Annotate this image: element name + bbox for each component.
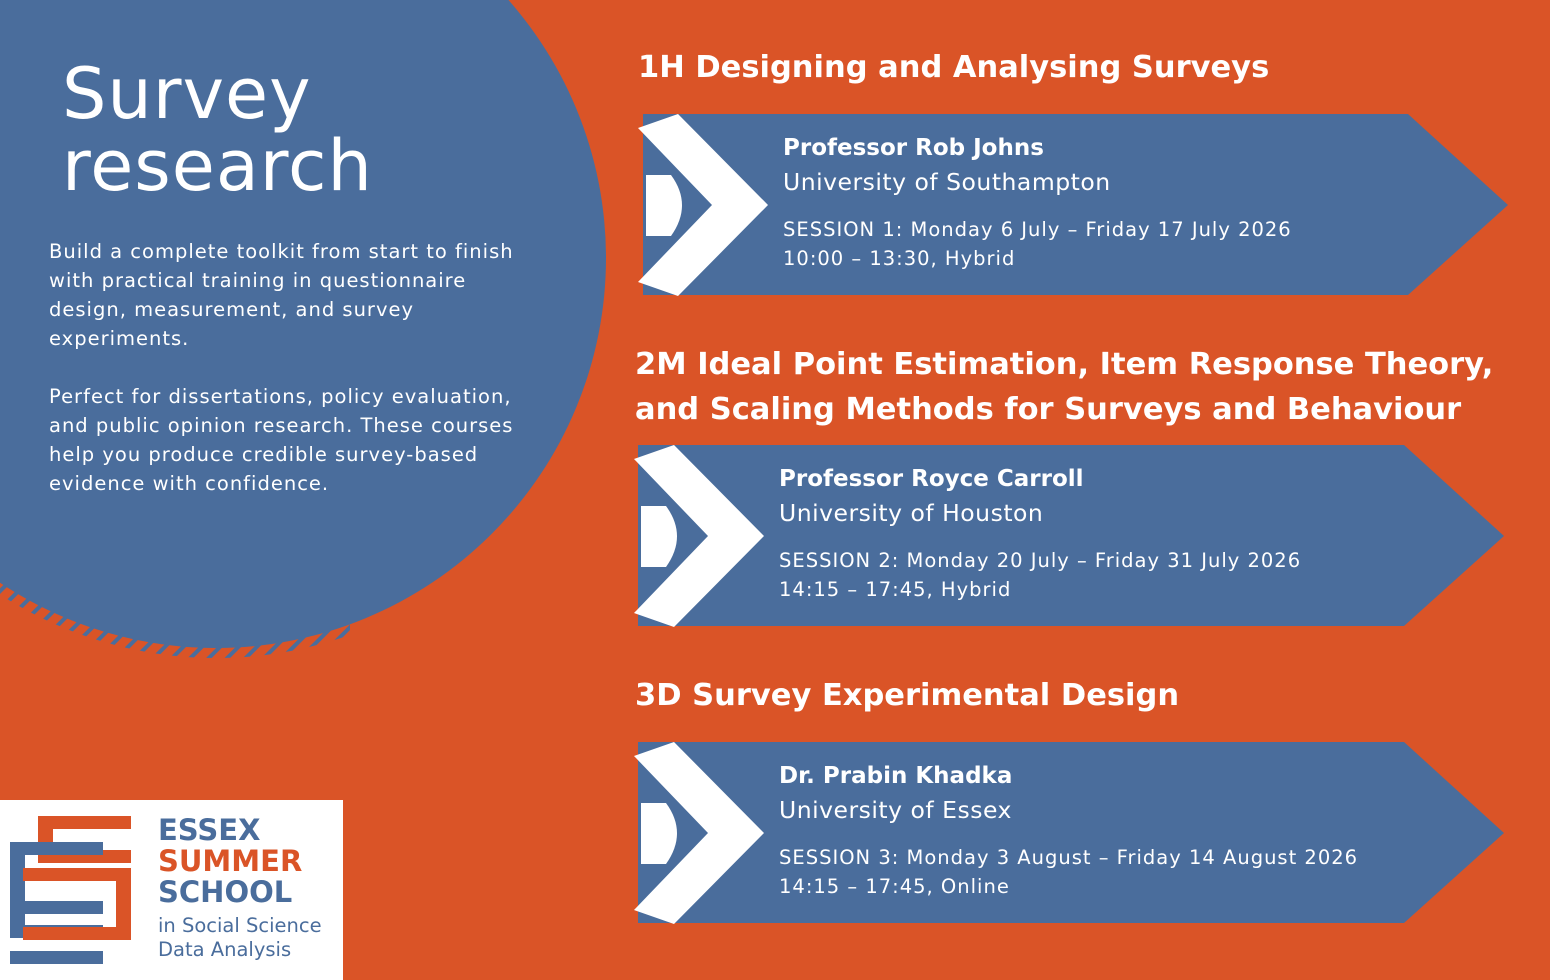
intro-paragraph-2: Perfect for dissertations, policy evaluation, and public opinion research. These courses help you produce credible survey-based evidence with confidence.: [49, 385, 514, 495]
intro-paragraph-1: Build a complete toolkit from start to finish with practical training in questionnaire design, measurement, and survey experiments.: [49, 240, 514, 350]
course-details-2: [779, 463, 1301, 604]
hero-title: [62, 53, 373, 207]
course-details-3: [779, 760, 1358, 901]
session-dates: SESSION 2: Monday 20 July – Friday 31 July 2026: [779, 549, 1302, 572]
session-timing: 14:15 – 17:45, Online: [779, 875, 1010, 898]
instructor-name: Professor Royce Carroll: [779, 466, 1084, 492]
session-dates: SESSION 3: Monday 3 August – Friday 14 August 2026: [779, 846, 1359, 869]
session-timing: 10:00 – 13:30, Hybrid: [783, 247, 1016, 270]
instructor-affiliation: University of Houston: [779, 499, 1044, 527]
course-heading-line: 3D Survey Experimental Design: [635, 678, 1180, 713]
instructor-name: Dr. Prabin Khadka: [779, 763, 1013, 789]
logo-text-subtitle-1: in Social Science: [158, 914, 322, 937]
course-heading-2: [635, 342, 1493, 432]
logo-text-school: SCHOOL: [158, 875, 293, 909]
hero-title-line-2: research: [62, 125, 373, 207]
course-heading-1: [638, 45, 1269, 90]
essex-s-mark-icon: [10, 816, 135, 966]
course-heading-3: [635, 673, 1179, 718]
logo-text-subtitle-2: Data Analysis: [158, 938, 292, 961]
logo-text-essex: ESSEX: [158, 813, 261, 847]
instructor-affiliation: University of Southampton: [783, 168, 1111, 196]
course-heading-line: 1H Designing and Analysing Surveys: [638, 50, 1270, 85]
logo-text-summer: SUMMER: [158, 844, 303, 878]
instructor-affiliation: University of Essex: [779, 796, 1012, 824]
session-timing: 14:15 – 17:45, Hybrid: [779, 578, 1012, 601]
session-dates: SESSION 1: Monday 6 July – Friday 17 July 2026: [783, 218, 1292, 241]
course-heading-line: and Scaling Methods for Surveys and Behaviour: [635, 392, 1462, 427]
course-details-1: [783, 132, 1292, 273]
hero-title-line-1: Survey: [62, 53, 312, 135]
course-heading-line: 2M Ideal Point Estimation, Item Response Theory,: [635, 347, 1494, 382]
instructor-name: Professor Rob Johns: [783, 135, 1044, 161]
